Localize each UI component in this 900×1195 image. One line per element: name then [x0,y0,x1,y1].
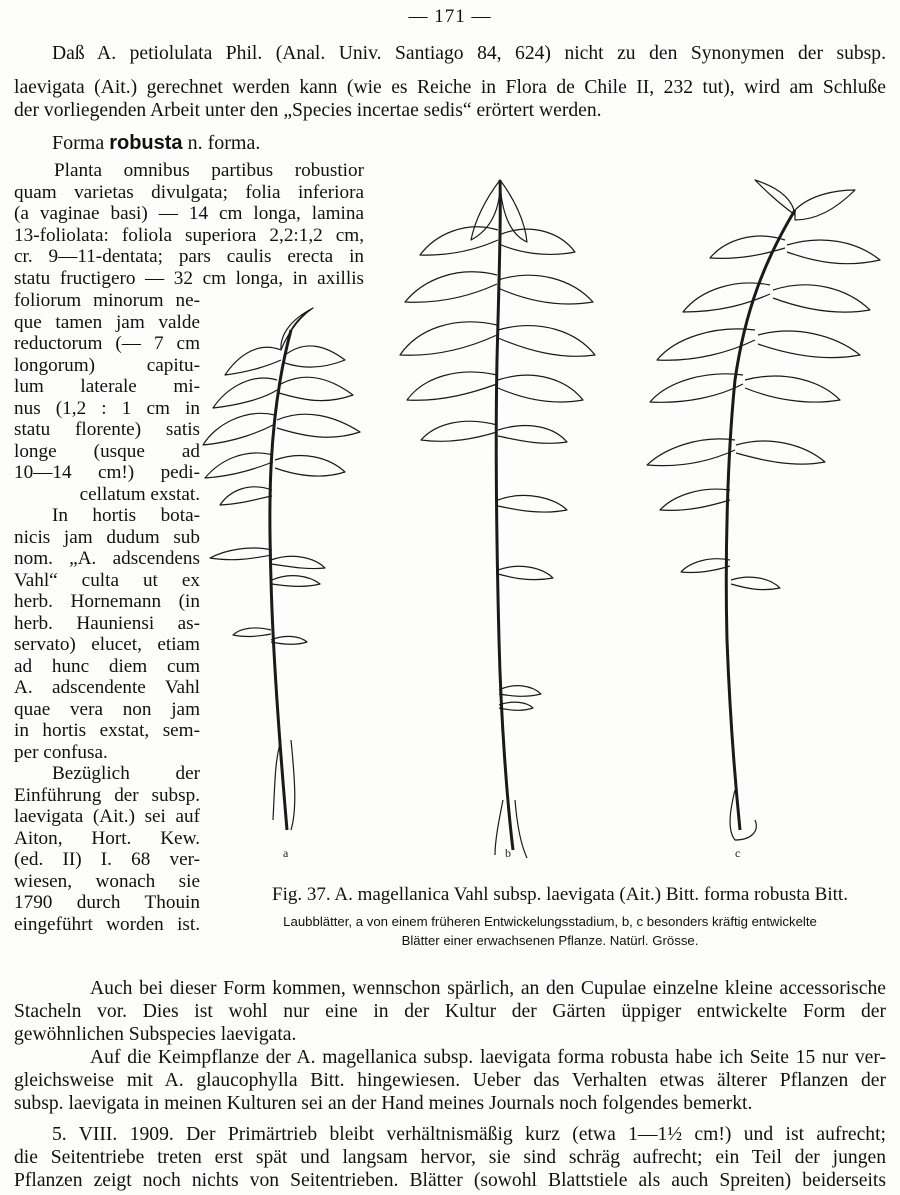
figure-label-a: a [283,846,289,860]
heading-suffix: n. forma. [187,132,261,154]
caption-detail-line-1: Laubblätter, a von einem früheren Entwickelungsstadium, b, c besonders kräftig entwickelte [283,914,817,929]
latin-line: statu florente) satis [14,419,200,440]
figure-label-b: b [505,846,511,860]
leaf-a-drawing [203,308,360,830]
body-line-3: gewöhnlichen Subspecies laevigata. [14,1024,297,1045]
body-line-1: Auch bei dieser Form kommen, wennschon spärlich, an den Cupulae einzelne kleine accessorische [90,978,886,999]
latin-line: cellatum exstat. [79,483,200,505]
heading-prefix: Forma [52,132,105,154]
latin-line: in hortis exstat, sem- [14,720,200,741]
latin-line: nom. „A. adscendens [14,548,200,569]
latin-line: servato) elucet, etiam [14,634,200,655]
latin-line: herb. Hornemann (in [14,591,200,612]
leaf-figure [195,160,895,880]
latin-line: lum laterale mi- [14,376,200,397]
caption-detail-line-2: Blätter einer erwachsenen Pflanze. Natürl. Grösse. [401,933,699,948]
page-number: — 171 — [408,6,492,27]
latin-line: nicis jam dudum sub [14,526,200,548]
latin-line: statu fructigero — 32 cm longa, in axillis [14,267,364,289]
body-line-6: subsp. laevigata in meinen Kulturen sei an der Hand meines Journals noch folgendes bemerkt. [14,1093,753,1114]
latin-line: eingeführt worden ist. [14,913,200,935]
latin-line: laevigata (Ait.) sei auf [14,806,200,827]
body-line-5: gleichsweise mit A. glaucophylla Bitt. hingewiesen. Ueber das Verhalten etwas älterer Pflanzen der [14,1070,886,1091]
latin-line: (a vaginae basi) — 14 cm longa, lamina [14,203,364,224]
latin-line: que tamen jam valde [14,311,200,333]
body-line-8: die Seitentriebe treten erst spät und langsam hervor, sie sind schräg aufrecht; ein Teil der jungen [14,1147,886,1168]
latin-line: longe (usque ad [14,440,200,462]
latin-line: per confusa. [14,741,108,763]
latin-narrow-block [14,290,200,935]
latin-line: foliorum minorum ne- [14,290,200,311]
intro-line-1: Daß A. petiolulata Phil. (Anal. Univ. Santiago 84, 624) nicht zu den Synonymen der subsp. [52,43,886,64]
latin-line: cr. 9—11-dentata; pars caulis erecta in [14,246,364,267]
latin-line: quae vera non jam [14,698,200,720]
latin-line: reductorum (— 7 cm [14,333,200,354]
intro-line-3: der vorliegenden Arbeit unter den „Species incertae sedis“ erörtert werden. [14,100,602,121]
leaf-b-drawing [400,180,595,858]
figure-caption-detail [215,912,885,950]
body-line-2: Stacheln vor. Dies ist wohl nur eine in der Kultur der Gärten üppiger entwickelte Form der [14,1001,886,1022]
body-line-9: Pflanzen zeigt noch nichts von Seitentrieben. Blätter (sowohl Blattstiele als auch Spreiten) beiderseits [14,1170,886,1191]
body-line-4: Auf die Keimpflanze der A. magellanica subsp. laevigata forma robusta habe ich Seite 15 nur ver- [90,1047,886,1068]
intro-line-2: laevigata (Ait.) gerechnet werden kann (wie es Reiche in Flora de Chile II, 232 tut), wird am Schluße [14,77,886,98]
latin-line: (ed. II) I. 68 ver- [14,849,200,870]
latin-line: herb. Hauniensi as- [14,612,200,634]
figure-label-c: c [735,846,741,860]
latin-line: ad hunc diem cum [14,655,200,677]
leaf-c-drawing [647,180,880,840]
latin-line: wiesen, wonach sie [14,870,200,892]
latin-line: 10—14 cm!) pedi- [14,462,200,483]
latin-line: In hortis bota- [52,505,200,526]
latin-line: Aiton, Hort. Kew. [14,827,200,849]
body-line-7: 5. VIII. 1909. Der Primärtrieb bleibt verhältnismäßig kurz (etwa 1—1½ cm!) und ist aufrecht; [52,1124,886,1145]
latin-line: A. adscendente Vahl [14,677,200,698]
heading-name: robusta [109,132,183,154]
latin-line: Vahl“ culta ut ex [14,569,200,591]
latin-line: Bezüglich der [52,763,200,784]
latin-line: 13-foliolata: foliola superiora 2,2:1,2 cm, [14,224,364,246]
figure-caption: Fig. 37. A. magellanica Vahl subsp. laevigata (Ait.) Bitt. forma robusta Bitt. [272,884,848,905]
latin-line: Planta omnibus partibus robustior [54,160,364,181]
latin-line: Einführung der subsp. [14,784,200,806]
latin-line: nus (1,2 : 1 cm in [14,397,200,419]
latin-line: quam varietas divulgata; folia inferiora [14,181,364,203]
latin-line: 1790 durch Thouin [14,892,200,913]
latin-line: longorum) capitu- [14,354,200,376]
forma-heading [52,132,260,155]
